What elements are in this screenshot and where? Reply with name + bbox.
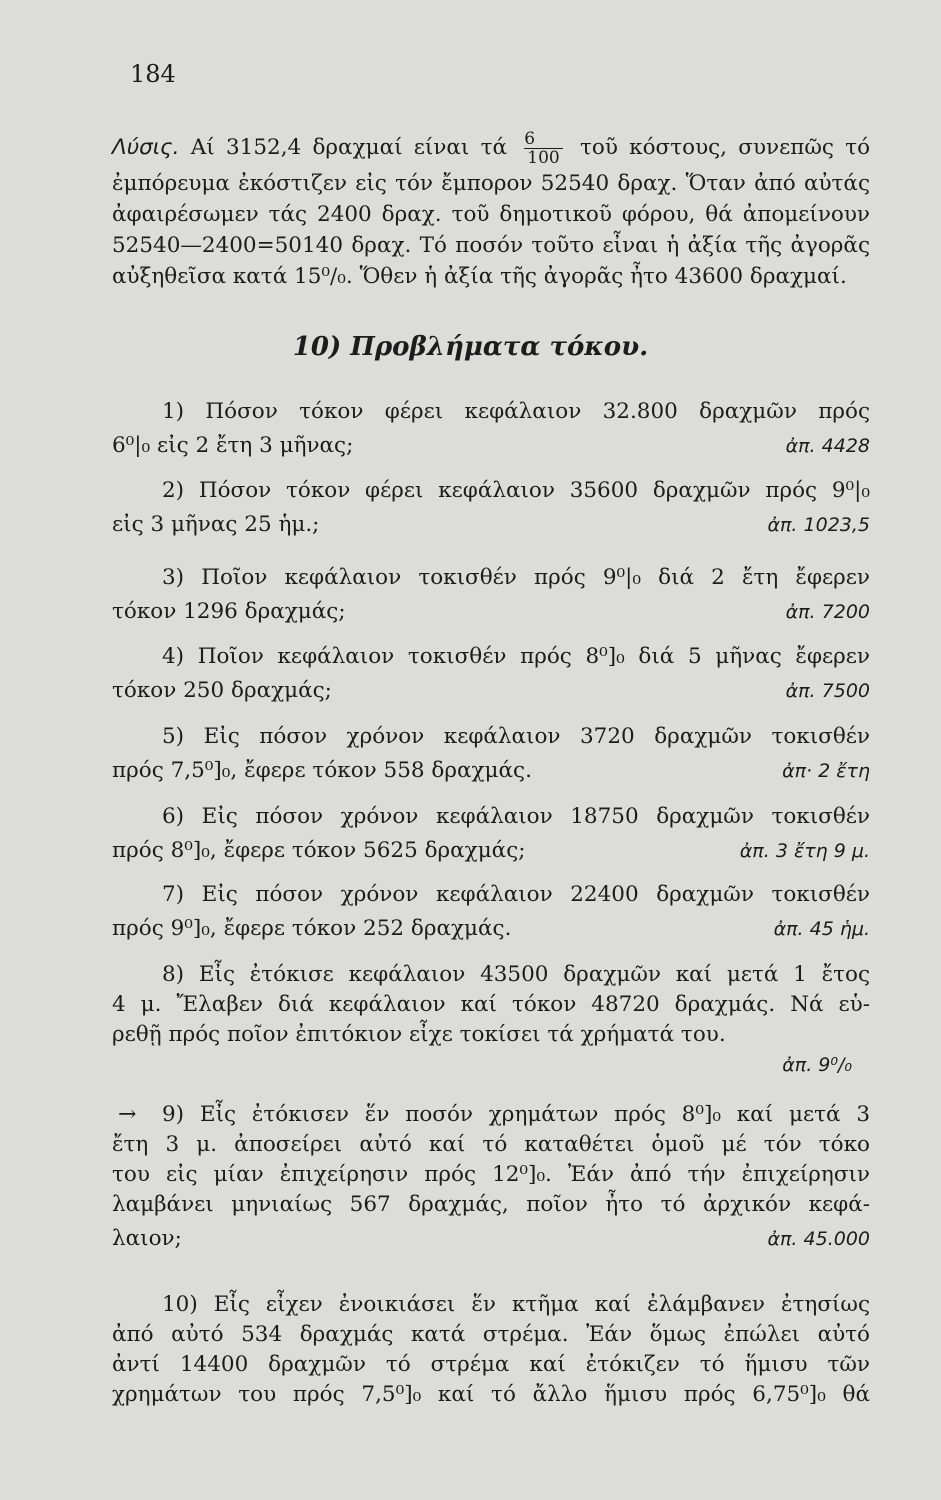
solution-line-3: ἀφαιρέσωμεν τάς 2400 δραχ. τοῦ δημοτικοῦ φόρου, θά ἀπομείνουν (112, 202, 870, 227)
problem-line: ἀπό αὐτό 534 δραχμάς κατά στρέμα. Ἐάν ὅμως ἐπώλει αὐτό (112, 1322, 870, 1347)
problem-line: 9) Εἶς ἐτόκισεν ἕν ποσόν χρημάτων πρός 8⁰]₀ καί μετά 3 (162, 1102, 870, 1127)
solution-paragraph (112, 128, 870, 292)
problem-line: του εἰς μίαν ἐπιχείρησιν πρός 12⁰]₀. Ἐάν ἀπό τήν ἐπιχείρησιν (112, 1162, 870, 1187)
problem-line: εἰς 3 μῆνας 25 ἡμ.; (112, 512, 320, 537)
problem-line: 1) Πόσον τόκον φέρει κεφάλαιον 32.800 δραχμῶν πρός (162, 399, 870, 424)
answer: ἀπ. 4428 (785, 435, 870, 457)
solution-text-1b: τοῦ κόστους, συνεπῶς τό (580, 135, 871, 160)
problem-4 (112, 642, 870, 710)
answer: ἀπ· 2 ἔτη (782, 760, 870, 782)
answer: ἀπ. 3 ἔτη 9 μ. (739, 840, 870, 862)
problem-line: 4) Ποῖον κεφάλαιον τοκισθέν πρός 8⁰]₀ διά 5 μῆνας ἔφερεν (162, 644, 870, 669)
problem-line: τόκον 250 δραχμάς; (112, 678, 332, 703)
answer: ἀπ. 45 ἡμ. (773, 918, 870, 940)
answer: ἀπ. 7500 (785, 680, 870, 702)
problem-line: λαμβάνει μηνιαίως 567 δραχμάς, ποῖον ἦτο τό ἀρχικόν κεφά- (112, 1192, 870, 1217)
problem-line: 6) Εἰς πόσον χρόνον κεφάλαιον 18750 δραχμῶν τοκισθέν (162, 804, 870, 829)
problem-5 (112, 722, 870, 790)
problem-line: 5) Εἰς πόσον χρόνον κεφάλαιον 3720 δραχμῶν τοκισθέν (162, 724, 870, 749)
section-heading: 10) Προβλήματα τόκου. (292, 332, 649, 362)
solution-line-2: ἐμπόρευμα ἐκόστιζεν εἰς τόν ἔμπορον 52540 δραχ. Ὅταν ἀπό αὐτάς (112, 171, 870, 196)
problem-line: 3) Ποῖον κεφάλαιον τοκισθέν πρός 9⁰|₀ διά 2 ἔτη ἔφερεν (162, 565, 870, 590)
answer: ἀπ. 7200 (785, 601, 870, 623)
problem-line: 8) Εἶς ἐτόκισε κεφάλαιον 43500 δραχμῶν καί μετά 1 ἔτος (162, 962, 870, 987)
problem-line: 7) Εἰς πόσον χρόνον κεφάλαιον 22400 δραχμῶν τοκισθέν (162, 882, 870, 907)
problem-line: τόκον 1296 δραχμάς; (112, 599, 346, 624)
problem-1 (112, 397, 870, 465)
problem-line: πρός 7,5⁰]₀, ἔφερε τόκον 558 δραχμάς. (112, 758, 532, 783)
problem-line: 6⁰|₀ εἰς 2 ἔτη 3 μῆνας; (112, 433, 354, 458)
problem-line: 2) Πόσον τόκον φέρει κεφάλαιον 35600 δραχμῶν πρός 9⁰|₀ (162, 478, 870, 503)
problem-line: 4 μ. Ἔλαβεν διά κεφάλαιον καί τόκον 48720 δραχμάς. Νά εὑ- (112, 992, 870, 1017)
fraction (524, 130, 562, 167)
problem-line: χρημάτων του πρός 7,5⁰]₀ καί τό ἄλλο ἥμισυ πρός 6,75⁰]₀ θά (112, 1382, 870, 1407)
problem-9 (112, 1100, 870, 1258)
problem-line: ἔτη 3 μ. ἀποσείρει αὐτό καί τό καταθέτει ὁμοῦ μέ τόν τόκο (112, 1132, 870, 1157)
problem-line: ἀντί 14400 δραχμῶν τό στρέμα καί ἐτόκιζεν τό ἥμισυ τῶν (112, 1352, 870, 1377)
fraction-numerator: 6 (524, 128, 536, 149)
problem-2 (112, 476, 870, 544)
solution-line-5: αὐξηθεῖσα κατά 15⁰/₀. Ὅθεν ἡ ἀξία τῆς ἀγορᾶς ἦτο 43600 δραχμαί. (112, 264, 847, 289)
answer: ἀπ. 1023,5 (767, 514, 870, 536)
problem-8 (112, 960, 870, 1080)
problem-line: πρός 9⁰]₀, ἔφερε τόκον 252 δραχμάς. (112, 916, 512, 941)
handwritten-arrow-mark: → (118, 1102, 137, 1127)
page-number: 184 (130, 60, 176, 88)
solution-line-1 (112, 128, 870, 168)
solution-line-4: 52540—2400=50140 δραχ. Τό ποσόν τοῦτο εἶναι ἡ ἀξία τῆς ἀγορᾶς (112, 233, 870, 258)
answer: ἀπ. 9⁰/₀ (782, 1054, 852, 1076)
problem-6 (112, 802, 870, 870)
problem-line: 10) Εἶς εἶχεν ἐνοικιάσει ἕν κτῆμα καί ἐλάμβανεν ἐτησίως (162, 1292, 870, 1317)
solution-text-1a: Αί 3152,4 δραχμαί είναι τά (190, 135, 508, 160)
answer: ἀπ. 45.000 (767, 1228, 870, 1250)
problem-7 (112, 880, 870, 948)
fraction-denominator: 100 (524, 148, 562, 167)
problem-line: ρεθῇ πρός ποῖον ἐπιτόκιον εἶχε τοκίσει τά χρήματά του. (112, 1022, 726, 1047)
problem-line: πρός 8⁰]₀, ἔφερε τόκον 5625 δραχμάς; (112, 838, 526, 863)
problem-line: λαιον; (112, 1226, 182, 1251)
problem-3 (112, 563, 870, 631)
problem-10 (112, 1290, 870, 1410)
solution-label: Λύσις. (112, 135, 180, 160)
